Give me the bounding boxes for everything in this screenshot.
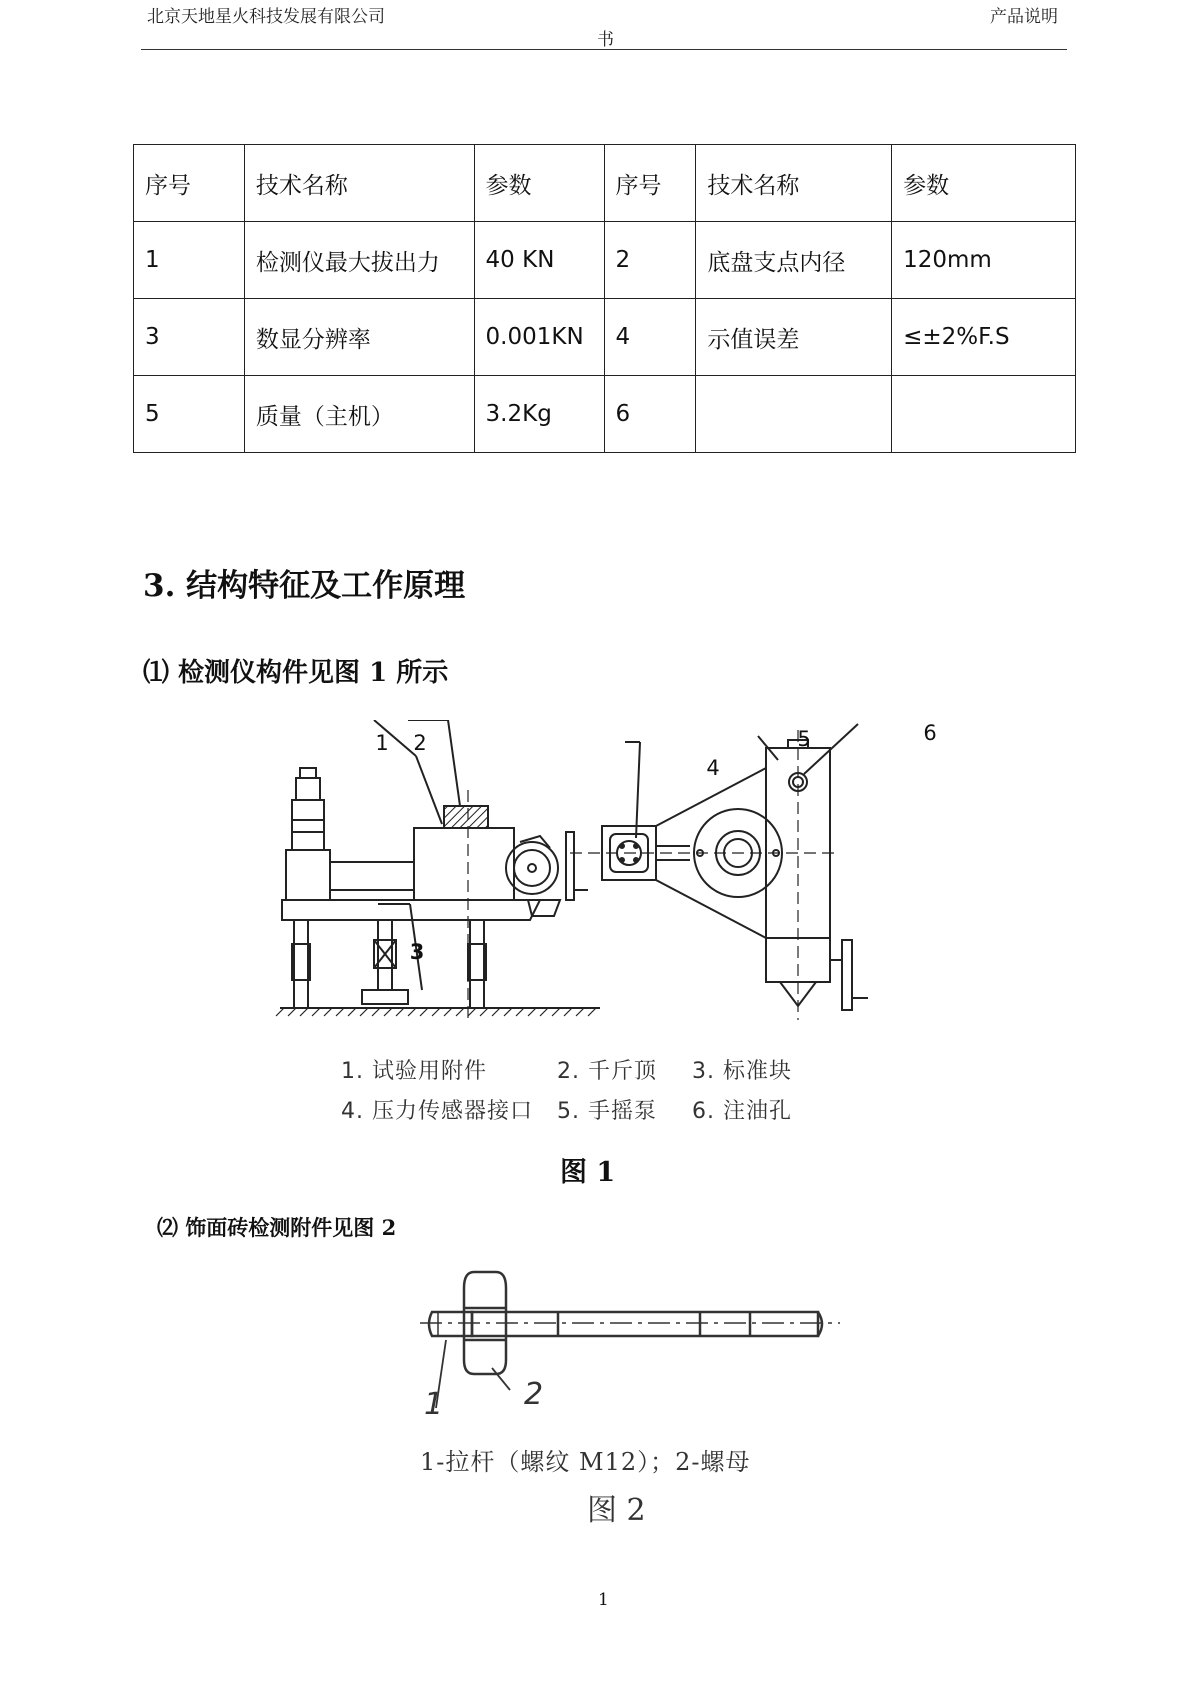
figure1-legend-item: 4. 压力传感器接口 (341, 1099, 533, 1124)
table-cell: 示值误差 (696, 299, 892, 376)
figure1-legend-item: 6. 注油孔 (692, 1099, 792, 1124)
table-header-cell: 技术名称 (696, 145, 892, 222)
figure1-drawing (270, 720, 960, 1050)
table-row (134, 376, 1076, 453)
page-number: 1 (598, 1590, 609, 1610)
table-cell: 4 (604, 299, 696, 376)
table-cell: 质量（主机） (244, 376, 474, 453)
table-header-cell: 技术名称 (244, 145, 474, 222)
table-cell: 3.2Kg (474, 376, 604, 453)
figure1-legend-item: 3. 标准块 (692, 1059, 792, 1084)
subsection-title-1: ⑴ 检测仪构件见图 1 所示 (143, 658, 449, 688)
table-cell: 6 (604, 376, 696, 453)
figure1-callout-1: 1 (375, 731, 389, 755)
header-doc-type: 产品说明 (990, 7, 1058, 27)
header-company: 北京天地星火科技发展有限公司 (147, 7, 385, 27)
figure1-callout-4: 4 (706, 756, 720, 780)
table-cell: ≤±2%F.S (892, 299, 1076, 376)
table-cell (892, 376, 1076, 453)
section-title: 3. 结构特征及工作原理 (143, 568, 466, 604)
table-cell: 数显分辨率 (244, 299, 474, 376)
table-cell: 检测仪最大拔出力 (244, 222, 474, 299)
figure1-legend-item: 1. 试验用附件 (341, 1059, 487, 1084)
header-doc-type-continued: 书 (597, 30, 614, 50)
table-row (134, 222, 1076, 299)
header-rule (141, 49, 1067, 50)
table-cell: 120mm (892, 222, 1076, 299)
table-cell: 0.001KN (474, 299, 604, 376)
figure1-callout-5: 5 (797, 727, 811, 751)
figure1-label: 图 1 (560, 1157, 616, 1188)
table-header-cell: 参数 (474, 145, 604, 222)
table-header-cell: 参数 (892, 145, 1076, 222)
table-cell (696, 376, 892, 453)
figure1-callout-3: 3 (409, 940, 425, 964)
table-header-cell: 序号 (134, 145, 245, 222)
figure2-callout-1: 1 (424, 1387, 444, 1418)
table-row (134, 299, 1076, 376)
spec-table (133, 144, 1076, 453)
figure1-callout-2: 2 (413, 731, 427, 755)
figure2-callout-2: 2 (524, 1377, 544, 1412)
figure1-legend-item: 5. 手摇泵 (557, 1099, 657, 1124)
figure1-callout-6: 6 (923, 721, 937, 745)
figure2-caption: 1-拉杆（螺纹 M12）；2-螺母 (420, 1448, 751, 1476)
table-header-cell: 序号 (604, 145, 696, 222)
table-cell: 1 (134, 222, 245, 299)
table-cell: 2 (604, 222, 696, 299)
table-cell: 40 KN (474, 222, 604, 299)
figure1-legend-item: 2. 千斤顶 (557, 1059, 657, 1084)
figure2-label: 图 2 (587, 1493, 646, 1528)
table-cell: 底盘支点内径 (696, 222, 892, 299)
table-cell: 5 (134, 376, 245, 453)
table-cell: 3 (134, 299, 245, 376)
figure2-drawing (410, 1268, 850, 1418)
subsection-title-2: ⑵ 饰面砖检测附件见图 2 (157, 1215, 397, 1240)
table-header-row (134, 145, 1076, 222)
